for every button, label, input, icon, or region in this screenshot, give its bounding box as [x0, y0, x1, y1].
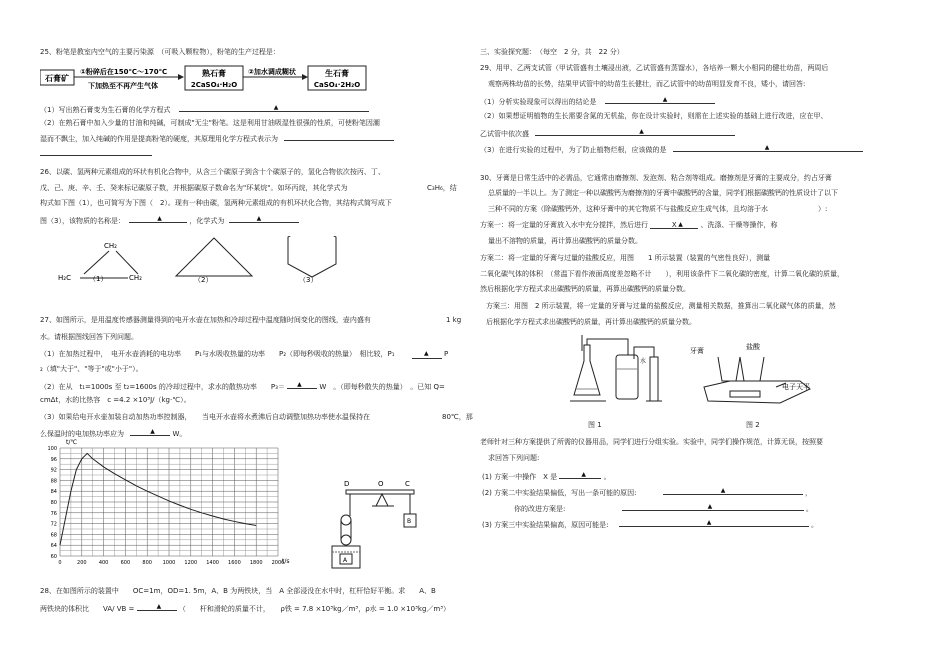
y-tick-label: 64: [50, 543, 57, 550]
x-tick-label: 1600: [228, 560, 241, 566]
answer-blank[interactable]: ▲: [663, 487, 803, 495]
chart-y-axis-label: t/℃: [66, 439, 78, 446]
lever-fulcrum: [376, 494, 388, 506]
flow-arrow1-top: ①粉碎后在150℃～170℃: [80, 68, 168, 76]
x-tick-label: 0: [58, 560, 62, 566]
flow-plaster-title: 熟石膏: [202, 69, 226, 78]
q27-line3: （1）在加热过程中， 电开水壶消耗的电功率 P₁与水吸收热量的功率 P₂（即每秒吸收的热量） 相比较，P₁: [40, 350, 395, 358]
y-tick-label: 84: [50, 489, 57, 496]
q30-line7: 二氧化碳气体的体积 （常温下看作液面高度差忽略不计 ），利用该条件下二氧化碳的密度，计算二氧化碳的质量，: [480, 270, 844, 278]
fig3-caption: （3）: [299, 276, 318, 284]
answer-blank[interactable]: [40, 148, 152, 156]
answer-blank[interactable]: ▲: [229, 215, 299, 223]
flow-plaster-formula: 2CaSO₄·H₂O: [190, 81, 238, 89]
flow-arrow1-bottom: 下加热至不再产生气体: [88, 82, 158, 90]
temperature-time-chart: [30, 436, 295, 571]
q30-answer1: (1) 方案一中操作 X 是 ▲ 。: [482, 471, 611, 481]
left-column: [40, 0, 480, 671]
x-tick-label: 1800: [249, 560, 263, 566]
answer-blank[interactable]: ▲: [412, 351, 442, 359]
q30-line6: 方案二：将一定量的牙膏与过量的盐酸反应，用图 1 所示装置（装置的气密性良好），测量: [480, 254, 771, 262]
flask: [574, 345, 600, 395]
water-bottle: [616, 355, 638, 399]
q25-line1: 25、粉笔是教室内空气的主要污染源 （可吸入颗粒物），粉笔的生产过程是：: [40, 48, 280, 56]
lever-bar: [346, 490, 414, 494]
q25-line2: （1）写出熟石膏变为生石膏的化学方程式 ▲: [40, 104, 369, 115]
x-tick-label: 1000: [162, 560, 176, 566]
fig3-hexagon: [288, 236, 336, 277]
y-tick-label: 88: [50, 478, 57, 485]
answer-blank[interactable]: ▲: [129, 215, 187, 223]
q29-line2: 观察两株幼苗的长势，结果甲试管中的幼苗生长健壮，而乙试管中的幼苗明显发育不良，矮小，请回答:: [488, 80, 806, 88]
fig2-caption: （2）: [194, 276, 213, 284]
y-tick-label: 100: [47, 446, 57, 452]
q26-line2: 戊、己、庚、辛、壬、癸来标记碳原子数，并根据碳原子数命名为"环某烷"。如环丙烷，其化学式为: [40, 184, 348, 192]
answer-blank[interactable]: ▲: [137, 603, 177, 611]
x-tick-label: 800: [142, 560, 152, 566]
answer-blank[interactable]: ▲: [179, 104, 369, 112]
pulley-lower: [341, 535, 351, 545]
flow-gypsum-formula: CaSO₄·2H₂O: [313, 81, 361, 89]
q27-line3-end: P: [444, 350, 449, 358]
q26-line2-formula: C₃H₆，结: [427, 184, 457, 192]
figure2-apparatus: [690, 343, 830, 415]
q28-line2: 两铁块的体积比 VA/ VB = ▲ （ 杆和滑轮的质量不计， ρ铁 = 7.8 ×10³kg／m³，ρ水 = 1.0 ×10³kg／m³）: [40, 603, 451, 613]
q30-line2: 总质量的一半以上。为了测定一种以碳酸钙为磨擦剂的牙膏中碳酸钙的含量，同学们根据碳酸钙的性质设计了以下: [488, 189, 838, 197]
q26-line4: 图（3），该物质的名称是： ▲ ，化学式为 ▲: [40, 215, 299, 226]
delivery-tube: [587, 339, 628, 355]
label-A: A: [343, 557, 348, 564]
q25-line4: 湿而不飘尘，加入纯碱的作用是提高粉笔的硬度，其原理用化学方程式表示为: [40, 133, 394, 144]
q27-line1: 27、如图所示，是用温度传感器测量得到的电开水壶在加热和冷却过程中温度随时间变化的图线，壶内盛有: [40, 316, 371, 324]
q30-line3: 三种不同的方案（除碳酸钙外，这种牙膏中的其它物质不与盐酸反应生成气体，且均溶于水: [488, 205, 768, 213]
q30-line11: 老师针对三种方案提供了所需的仪器用品，同学们进行分组实验。实验中，同学们操作规范，计算无误，按照要: [480, 438, 823, 446]
x-tick-label: 600: [120, 560, 131, 566]
fig1-bond-right: [116, 251, 138, 274]
label-O: O: [378, 480, 384, 488]
answer-blank[interactable]: ▲: [559, 471, 601, 479]
flow-arrowhead2: [302, 74, 308, 80]
beaker-acid: [740, 357, 764, 381]
q25-line5: [40, 148, 152, 159]
label-B: B: [407, 518, 412, 525]
q26-line1: 26、以碳、氢两种元素组成的环状有机化合物中，从含三个碳原子到含十个碳原子的，氢化合物依次按丙、丁、: [40, 168, 385, 176]
y-tick-label: 60: [50, 554, 57, 560]
operation-x-blank[interactable]: X ▲: [650, 221, 698, 229]
q30-line12: 求回答下列问题:: [488, 454, 540, 462]
figure2-caption: 图 2: [746, 421, 760, 429]
q27-line7: （3）如果给电开水壶加装自动加热功率控制器， 当电开水壶将水煮沸后自动调整加热功率使水温保持在: [40, 413, 370, 421]
q30-line4: 方案一：将一定量的牙膏放入水中充分搅拌，然后进行 X ▲ 、洗涤、干燥等操作，称: [480, 221, 778, 229]
q30-answer2: (2) 方案二中实验结果偏低，写出一条可能的原因: ▲ ，: [482, 487, 812, 497]
flow-gypsum-title: 生石膏: [325, 69, 349, 78]
q29-line3: （1）分析实验现象可以得出的结论是 ▲: [480, 96, 715, 107]
flow-ore-label: 石膏矿: [45, 74, 69, 83]
section3-title: 三、实验探究题： （每空 2 分，共 22 分）: [480, 48, 624, 56]
answer-blank[interactable]: ▲: [605, 96, 715, 104]
fig1-h2c: H₂C: [58, 274, 71, 282]
lever-pulley-diagram: [302, 478, 422, 570]
q30-line10: 后根据化学方程式求出碳酸钙的质量，再计算出碳酸钙的质量分数。: [486, 318, 696, 326]
y-tick-label: 68: [50, 532, 57, 539]
q30-line3-end: ）:: [818, 205, 828, 213]
answer-blank[interactable]: ▲: [130, 428, 170, 436]
q30-line9: 方案三：用图 2 所示装置，将一定量的牙膏与过量的盐酸反应，测量相关数据，推算出二氧化碳气体的质量，然: [486, 302, 836, 310]
fig1-caption: （1）: [89, 275, 108, 283]
answer-blank[interactable]: [284, 133, 394, 141]
x-tick-label: 200: [77, 560, 87, 566]
y-tick-label: 76: [50, 510, 57, 517]
measuring-cylinder: [650, 357, 658, 401]
answer-blank[interactable]: ▲: [287, 381, 317, 389]
y-tick-label: 72: [50, 521, 57, 528]
y-tick-label: 92: [50, 467, 57, 474]
q30-line8: 然后根据化学方程式求出碳酸钙的质量，再算出碳酸钙的质量分数。: [480, 285, 690, 293]
fig2-acid-label: 盐酸: [746, 343, 760, 351]
q27-mass: 1 kg: [446, 316, 462, 324]
y-tick-label: 80: [50, 500, 57, 506]
q27-line8: 么保温时的电加热功率应为 ▲ W。: [40, 428, 187, 438]
q30-line1: 30、牙膏是日常生活中的必需品，它通常由磨擦剂、发泡剂、粘合剂等组成。磨擦剂是牙膏的主要成分，约占牙膏: [480, 174, 832, 182]
fig1-ch2-right: CH₂: [129, 274, 142, 282]
q27-line5: （2）在从 t₁=1000s 至 t₂=1600s 的冷却过程中，求水的散热功率 P₃＝ ▲ W 。（即每秒散失的热量） 。已知 Q=: [40, 381, 445, 391]
q27-line6: cmΔt，水的比热容 c =4.2 ×10³J/（kg·℃）。: [40, 396, 191, 404]
q30-answer3: (3) 方案三中实验结果偏高，原因可能是: ▲ 。: [482, 519, 818, 529]
q29-line1: 29、用甲、乙两支试管（甲试管盛有土壤浸出液，乙试管盛有蒸馏水），各培养一颗大小相同的健壮幼苗，两周后: [480, 64, 829, 72]
q27-line2: 水。请根据图线回答下列问题。: [40, 333, 138, 341]
fig1-bond-left: [84, 251, 109, 274]
q28-line1: 28、在如图所示的装置中 OC=1m，OD=1. 5m，A、B 为两铁块，当 A 全部浸没在水中时，杠杆恰好平衡。求 A、B: [40, 587, 436, 595]
x-tick-label: 2000: [271, 560, 285, 566]
answer-blank[interactable]: ▲: [673, 144, 863, 152]
q30-line5: 量出不溶物的质量，再计算出碳酸钙的质量分数。: [488, 237, 642, 245]
fig2-toothpaste-label: 牙膏: [690, 347, 704, 355]
figure1-apparatus: [560, 333, 670, 413]
x-tick-label: 1200: [184, 560, 198, 566]
fig2-balance-label: 电子天平: [782, 383, 810, 391]
figure1-caption: 图 1: [588, 421, 602, 429]
pulley-upper: [341, 515, 351, 525]
fig1-water-label: 水: [640, 358, 647, 365]
flow-arrowhead1: [178, 74, 184, 80]
q25-line3: （2）在熟石膏中加入少量的甘油和纯碱，可制成"无尘"粉笔。这是利用甘油吸湿性很强的性质，可使粉笔因潮: [40, 119, 380, 127]
chart-x-axis-label: t/s: [282, 558, 290, 565]
beaker-toothpaste: [718, 357, 740, 381]
chart-grid: [60, 448, 278, 556]
q26-structure-figures: [54, 236, 354, 286]
q27-line7-end: 80℃，那: [442, 413, 473, 421]
answer-blank[interactable]: ▲: [622, 503, 804, 511]
x-tick-label: 1400: [206, 560, 219, 566]
q29-line5: 乙试管中依次盛 ▲: [480, 128, 735, 139]
q30-answer2b: 你的改进方案是: ▲ 。: [514, 503, 813, 513]
right-column: [480, 0, 920, 671]
balance-display: [730, 391, 760, 397]
answer-blank[interactable]: ▲: [619, 519, 809, 527]
q26-line3: 构式如下图（1），也可简写为下图（ 2）。现有一种由碳，氢两种元素组成的有机环状化合物，其结构式简写成下: [40, 199, 392, 207]
q27-line4: ₂（填"大于"、"等于"或"小于"）。: [40, 365, 143, 373]
flow-arrow2-top: ②加水调成糊状: [248, 68, 296, 76]
fig2-triangle: [176, 238, 252, 276]
y-tick-label: 96: [50, 456, 57, 463]
q25-flow-diagram: [40, 62, 370, 102]
label-C: C: [405, 480, 410, 488]
x-tick-label: 400: [98, 560, 109, 566]
answer-blank[interactable]: ▲: [535, 128, 735, 136]
fig1-ch2-top: CH₂: [104, 242, 117, 250]
label-D: D: [344, 480, 350, 488]
q29-line6: （3）在进行实验的过程中，为了防止植物烂根，应该做的是 ▲: [480, 144, 863, 155]
q29-line4: （2）如果想证明植物的生长需要含氮的无机盐，你在设计实验时，则需在上述实验的基础上进行改进，应在甲、: [480, 112, 828, 120]
